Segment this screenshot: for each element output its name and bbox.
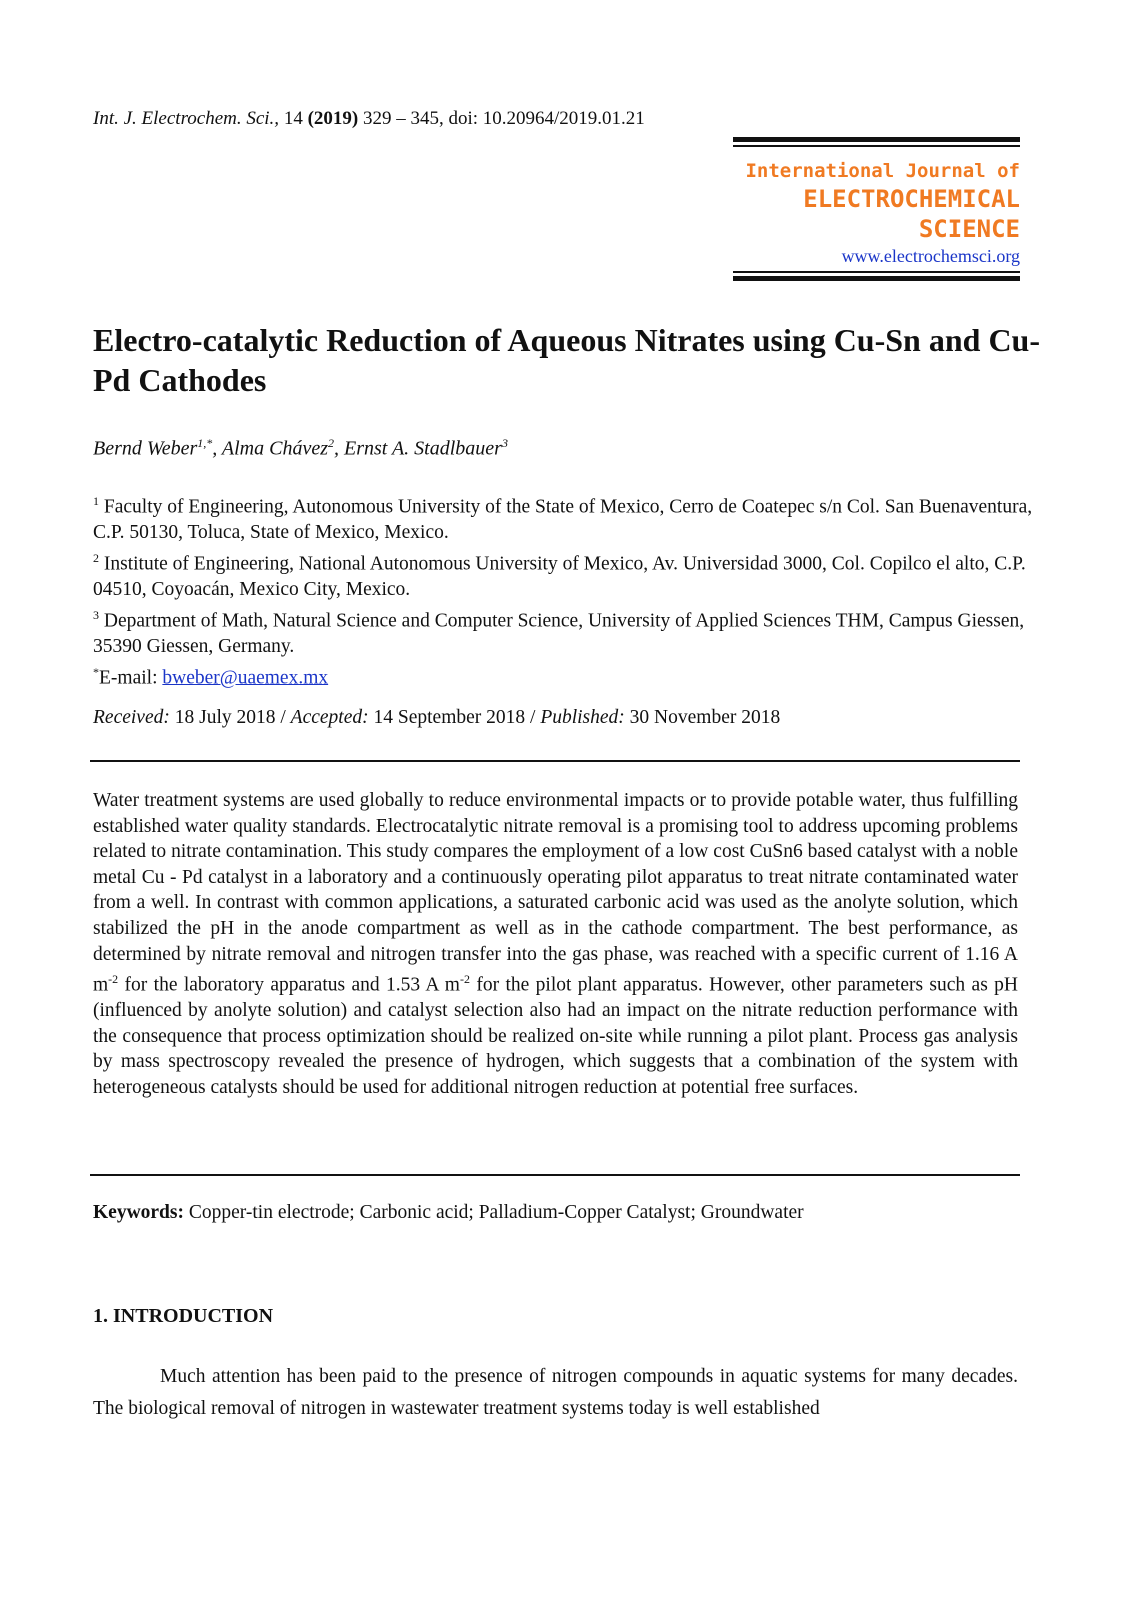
year: (2019): [307, 108, 359, 129]
affiliations: [93, 489, 1033, 691]
keywords-label: Keywords:: [93, 1202, 184, 1223]
received-label: Received:: [93, 707, 170, 728]
affiliation-number: 1: [93, 494, 99, 508]
section-heading: 1. INTRODUCTION: [93, 1305, 274, 1327]
affiliation-3: [93, 603, 1033, 660]
journal-top-rule-thin: [733, 145, 1020, 147]
abstract-top-divider: [90, 760, 1020, 762]
intro-paragraph: Much attention has been paid to the presence of nitrogen compounds in aquatic systems for many decades. The biological removal of nitrogen in wastewater treatment systems today is well established: [93, 1366, 1018, 1419]
author-affil-mark: 1,*: [197, 436, 213, 450]
journal-name-line3: SCIENCE: [918, 215, 1020, 243]
journal-top-rule: [733, 137, 1020, 142]
date-separator: /: [280, 707, 291, 728]
affiliation-text: Department of Math, Natural Science and Computer Science, University of Applied Sciences THM, Campus Giessen, 35390 Giessen, Germany.: [93, 610, 1025, 658]
author-separator: ,: [212, 437, 222, 460]
citation-header: [93, 108, 645, 130]
author-name: Ernst A. Stadlbauer: [343, 437, 502, 460]
journal-name-line1: International Journal of: [745, 160, 1020, 182]
abstract-text: for the laboratory apparatus and 1.53 A m: [118, 974, 460, 996]
pages-doi: 329 – 345, doi: 10.20964/2019.01.21: [362, 108, 645, 129]
abstract-superscript: -2: [459, 972, 470, 987]
volume: 14: [283, 108, 303, 129]
email-mark: *: [93, 664, 99, 679]
publication-dates: [93, 707, 780, 729]
author-affil-mark: 3: [501, 436, 508, 450]
accepted-label: Accepted:: [290, 707, 369, 728]
email-link[interactable]: bweber@uaemex.mx: [162, 667, 329, 689]
email-line: [93, 660, 1033, 691]
affiliation-1: [93, 489, 1033, 546]
author-separator: ,: [333, 437, 344, 460]
abstract-bottom-divider: [90, 1174, 1020, 1176]
abstract: [93, 788, 1018, 1101]
author-name: Bernd Weber: [93, 437, 198, 460]
paper-title: Electro-catalytic Reduction of Aqueous Nitrates using Cu-Sn and Cu-Pd Cathodes: [93, 322, 1040, 398]
journal-name-line2: ELECTROCHEMICAL: [803, 185, 1020, 213]
received-date: 18 July 2018: [169, 707, 281, 728]
date-separator: /: [530, 707, 541, 728]
abstract-text: Water treatment systems are used globally to reduce environmental impacts or to provide potable water, thus fulfilling established water quality standards. Electrocatalytic nitrate removal is a promising tool to address upcoming problems related to nitrate contamination. This study compares the employment of a low cost CuSn6 based catalyst with a noble metal Cu - Pd catalyst in a laboratory and a continuously operating pilot apparatus to treat nitrate contaminated water from a well. In contrast with common applications, a saturated carbonic acid was used as the anolyte solution, which stabilized the pH in the anode compartment as well as in the cathode compartment. The best performance, as determined by nitrate removal and nitrogen transfer into the gas phase, was reached with a specific current of 1.16 A m: [93, 790, 1018, 996]
journal-bottom-rule-thin: [733, 271, 1020, 273]
keywords-text: Copper-tin electrode; Carbonic acid; Palladium-Copper Catalyst; Groundwater: [184, 1202, 804, 1223]
affiliation-text: Institute of Engineering, National Autonomous University of Mexico, Av. Universidad 3000, Col. Copilco el alto, C.P. 04510, Coyoacán, Mexico City, Mexico.: [93, 553, 1026, 601]
abstract-superscript: -2: [108, 972, 119, 987]
published-label: Published:: [540, 707, 625, 728]
affiliation-2: [93, 546, 1033, 603]
author-name: Alma Chávez: [221, 437, 328, 460]
keywords: [93, 1202, 804, 1224]
affiliation-number: 3: [93, 607, 99, 622]
author-list: [93, 436, 508, 461]
affiliation-text: Faculty of Engineering, Autonomous University of the State of Mexico, Cerro de Coatepec s/n Col. San Buenaventura, C.P. 50130, Toluca, State of Mexico, Mexico.: [93, 496, 1033, 544]
journal-url-link[interactable]: www.electrochemsci.org: [841, 246, 1020, 266]
email-label: E-mail:: [99, 667, 163, 689]
published-date: 30 November 2018: [624, 707, 781, 728]
journal-abbrev: Int. J. Electrochem. Sci.,: [93, 108, 280, 129]
affiliation-number: 2: [93, 550, 99, 565]
journal-bottom-rule: [733, 276, 1020, 281]
abstract-text: for the pilot plant apparatus. However, other parameters such as pH (influenced by anolyte solution) and catalyst selection also had an impact on the nitrate reduction performance with the consequence that process optimization should be realized on-site while running a pilot plant. Process gas analysis by mass spectroscopy revealed the presence of hydrogen, which suggests that a combination of the system with heterogeneous catalysts should be used for additional nitrogen reduction at potential free surfaces.: [93, 974, 1019, 1099]
accepted-date: 14 September 2018: [368, 707, 531, 728]
author-affil-mark: 2: [327, 436, 334, 450]
